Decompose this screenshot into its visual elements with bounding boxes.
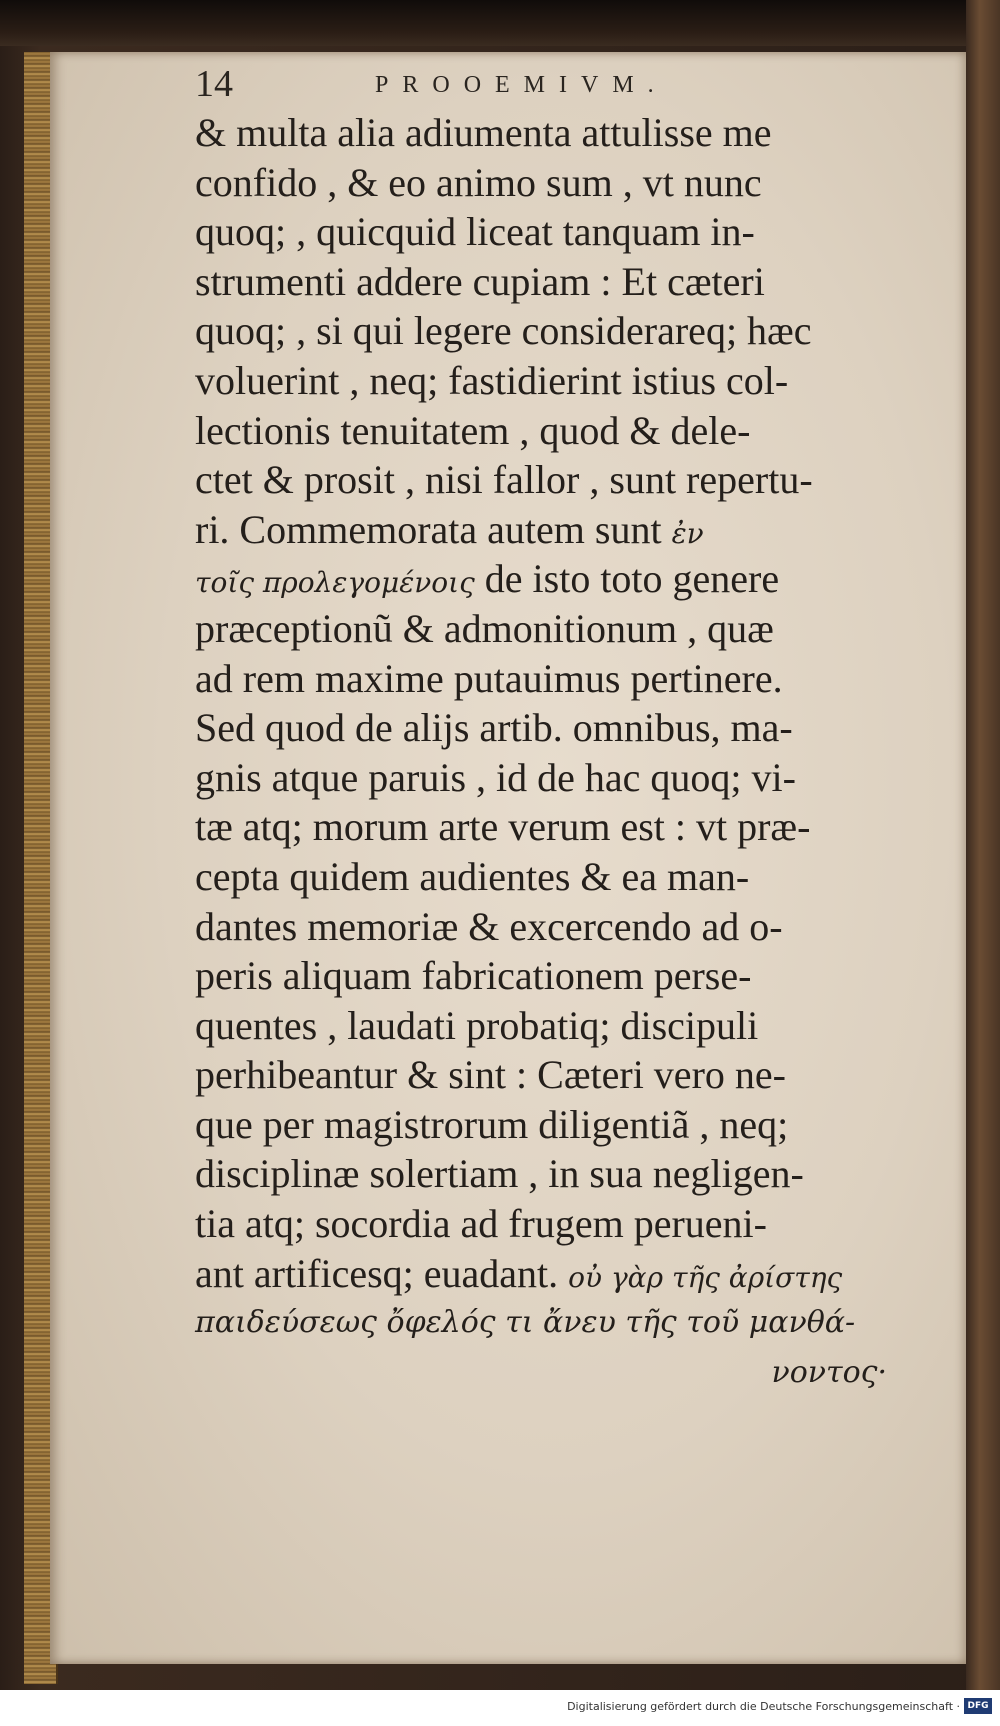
text-line: tia atq; socordia ad frugem perueni- — [195, 1201, 767, 1247]
text-line — [195, 554, 895, 604]
text-line: perhibeantur & sint : Cæteri vero ne- — [195, 1052, 786, 1098]
greek-line: παιδεύσεως ὄφελός τι ἄνευ τῆς τοῦ μανθά- — [195, 1305, 856, 1341]
text-line: voluerint , neq; fastidierint istius col- — [195, 357, 789, 403]
scan-top-background — [0, 0, 1000, 46]
text-line: lectionis tenuitatem , quod & dele- — [195, 407, 751, 453]
greek-text: οὐ γὰρ τῆς ἀρίστης — [568, 1260, 843, 1294]
greek-text: ἐν — [671, 516, 704, 550]
text-line: ctet & prosit , nisi fallor , sunt repertu- — [195, 457, 813, 503]
latin-text: ant artificesq; euadant. — [195, 1250, 559, 1296]
text-line: confido , & eo animo sum , vt nunc — [195, 159, 762, 205]
book-cover-edge — [966, 0, 1000, 1690]
text-line: quentes , laudati probatiq; discipuli — [195, 1002, 759, 1048]
digitization-footer — [0, 1690, 1000, 1726]
latin-text: ri. Commemorata autem sunt — [195, 506, 662, 552]
text-line — [195, 505, 895, 555]
text-line: quoq; , si qui legere considerareq; hæc — [195, 308, 812, 354]
text-line: disciplinæ solertiam , in sua negligen- — [195, 1151, 804, 1197]
latin-text: de isto toto genere — [474, 556, 780, 602]
text-line: dantes memoriæ & excercendo ad o- — [195, 903, 783, 949]
page-number: 14 — [195, 63, 233, 105]
body-text — [195, 108, 895, 1397]
text-line: strumenti addere cupiam : Et cæteri — [195, 258, 765, 304]
text-line: præceptionũ & admonitionum , quæ — [195, 605, 774, 651]
text-line: gnis atque paruis , id de hac quoq; vi- — [195, 754, 796, 800]
text-line: peris aliquam fabricationem perse- — [195, 953, 752, 999]
text-line — [195, 1249, 895, 1299]
text-line: que per magistrorum diligentiã , neq; — [195, 1101, 789, 1147]
running-title: PROOEMIVM. — [375, 72, 668, 98]
text-line: quoq; , quicquid liceat tanquam in- — [195, 209, 755, 255]
text-line: ad rem maxime putauimus pertinere. — [195, 655, 783, 701]
funding-credit: Digitalisierung gefördert durch die Deutsche Forschungsgemeinschaft · — [567, 1700, 960, 1713]
text-line: & multa alia adiumenta attulisse me — [195, 110, 772, 155]
greek-line: νοντος· — [771, 1354, 887, 1390]
dfg-logo: DFG — [964, 1698, 992, 1714]
greek-text: τοῖς προλεγομένοις — [195, 566, 475, 600]
text-line: Sed quod de alijs artib. omnibus, ma- — [195, 705, 793, 751]
text-line: cepta quidem audientes & ea man- — [195, 853, 750, 899]
text-line: tæ atq; morum arte verum est : vt præ- — [195, 804, 811, 850]
